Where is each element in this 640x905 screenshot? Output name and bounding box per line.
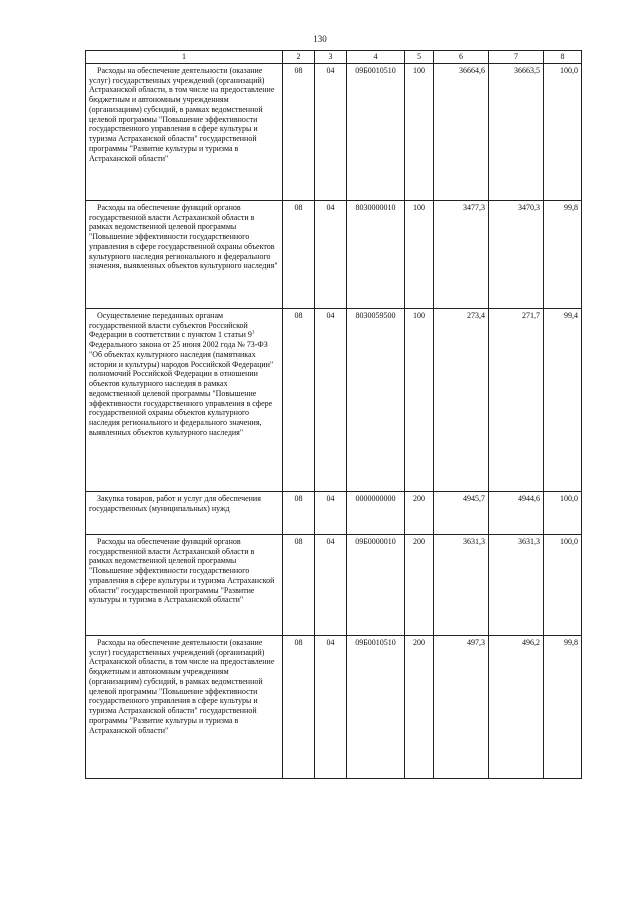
planned-amount: 273,4 (434, 308, 489, 491)
subsection-code: 04 (315, 308, 347, 491)
table-row (86, 635, 582, 778)
execution-percent: 99,8 (544, 635, 582, 778)
row-description: Расходы на обеспечение функций органов государственной власти Астраханской области в рамках ведомственной целевой программы "Повышение эффективности государственного управления в сфере государственной охраны объектов культурного наследия регионального и федерального значения, выявленных объектов культурного наследия" (86, 200, 283, 308)
page-number: 130 (313, 34, 327, 44)
column-header: 3 (315, 51, 347, 64)
executed-amount: 3470,3 (489, 200, 544, 308)
planned-amount: 497,3 (434, 635, 489, 778)
table-row (86, 200, 582, 308)
subsection-code: 04 (315, 63, 347, 200)
section-code: 08 (283, 308, 315, 491)
target-article-code: 8030000010 (347, 200, 405, 308)
table-row (86, 308, 582, 491)
table-row (86, 63, 582, 200)
subsection-code: 04 (315, 635, 347, 778)
table-row (86, 534, 582, 635)
execution-percent: 99,4 (544, 308, 582, 491)
column-number-row (86, 51, 582, 64)
column-header: 8 (544, 51, 582, 64)
row-description: Расходы на обеспечение деятельности (оказание услуг) государственных учреждений (организаций) Астраханской области, в том числе на предоставление бюджетным и автономным учреждениям (организациям) субсидий, в рамках ведомственной целевой программы "Повышение эффективности государственного управления в сфере культуры и туризма Астраханской области" государственной программы "Развитие культуры и туризма в Астраханской области" (86, 635, 283, 778)
section-code: 08 (283, 200, 315, 308)
row-description: Расходы на обеспечение функций органов государственной власти Астраханской области в рамках ведомственной целевой программы "Повышение эффективности государственного управления в сфере культуры и туризма Астраханской области" государственной программы "Развитие культуры и туризма в Астраханской области" (86, 534, 283, 635)
executed-amount: 4944,6 (489, 491, 544, 534)
executed-amount: 3631,3 (489, 534, 544, 635)
budget-table (85, 50, 582, 779)
subsection-code: 04 (315, 200, 347, 308)
execution-percent: 100,0 (544, 63, 582, 200)
column-header: 1 (86, 51, 283, 64)
planned-amount: 36664,6 (434, 63, 489, 200)
footnote-superscript: 1 (251, 330, 255, 336)
expense-type-code: 100 (405, 308, 434, 491)
target-article-code: 09Б0000010 (347, 534, 405, 635)
planned-amount: 3477,3 (434, 200, 489, 308)
column-header: 4 (347, 51, 405, 64)
row-description: Закупка товаров, работ и услуг для обеспечения государственных (муниципальных) нужд (86, 491, 283, 534)
section-code: 08 (283, 534, 315, 635)
row-description: Расходы на обеспечение деятельности (оказание услуг) государственных учреждений (организаций) Астраханской области, в том числе на предоставление бюджетным и автономным учреждениям (организациям) субсидий, в рамках ведомственной целевой программы "Повышение эффективности государственного управления в сфере культуры и туризма Астраханской области" государственной программы "Развитие культуры и туризма в Астраханской области" (86, 63, 283, 200)
executed-amount: 36663,5 (489, 63, 544, 200)
executed-amount: 496,2 (489, 635, 544, 778)
planned-amount: 3631,3 (434, 534, 489, 635)
table-row (86, 491, 582, 534)
section-code: 08 (283, 63, 315, 200)
execution-percent: 100,0 (544, 491, 582, 534)
execution-percent: 99,8 (544, 200, 582, 308)
executed-amount: 271,7 (489, 308, 544, 491)
subsection-code: 04 (315, 534, 347, 635)
expense-type-code: 200 (405, 491, 434, 534)
target-article-code: 09Б0010510 (347, 635, 405, 778)
expense-type-code: 200 (405, 534, 434, 635)
execution-percent: 100,0 (544, 534, 582, 635)
planned-amount: 4945,7 (434, 491, 489, 534)
expense-type-code: 100 (405, 200, 434, 308)
row-description-part2: Федерального закона от 25 июня 2002 года № 73-ФЗ "Об объектах культурного наследия (памятниках истории и культуры) народов Российской Федерации" полномочий Российской Федерации в отношении объектов культурного наследия в рамках ведомственной целевой программы "Повышение эффективности государственного управления в сфере государственной охраны объектов культурного наследия регионального и федерального значения, выявленных объектов культурного наследия" (89, 340, 274, 437)
expense-type-code: 100 (405, 63, 434, 200)
target-article-code: 8030059500 (347, 308, 405, 491)
row-description-part1: Осуществление переданных органам государственной власти субъектов Российской Федерации в соответствии с пунктом 1 статьи 9 (89, 310, 252, 340)
target-article-code: 0000000000 (347, 491, 405, 534)
target-article-code: 09Б0010510 (347, 63, 405, 200)
column-header: 2 (283, 51, 315, 64)
column-header: 7 (489, 51, 544, 64)
section-code: 08 (283, 491, 315, 534)
subsection-code: 04 (315, 491, 347, 534)
row-description (86, 308, 283, 491)
expense-type-code: 200 (405, 635, 434, 778)
column-header: 6 (434, 51, 489, 64)
section-code: 08 (283, 635, 315, 778)
column-header: 5 (405, 51, 434, 64)
